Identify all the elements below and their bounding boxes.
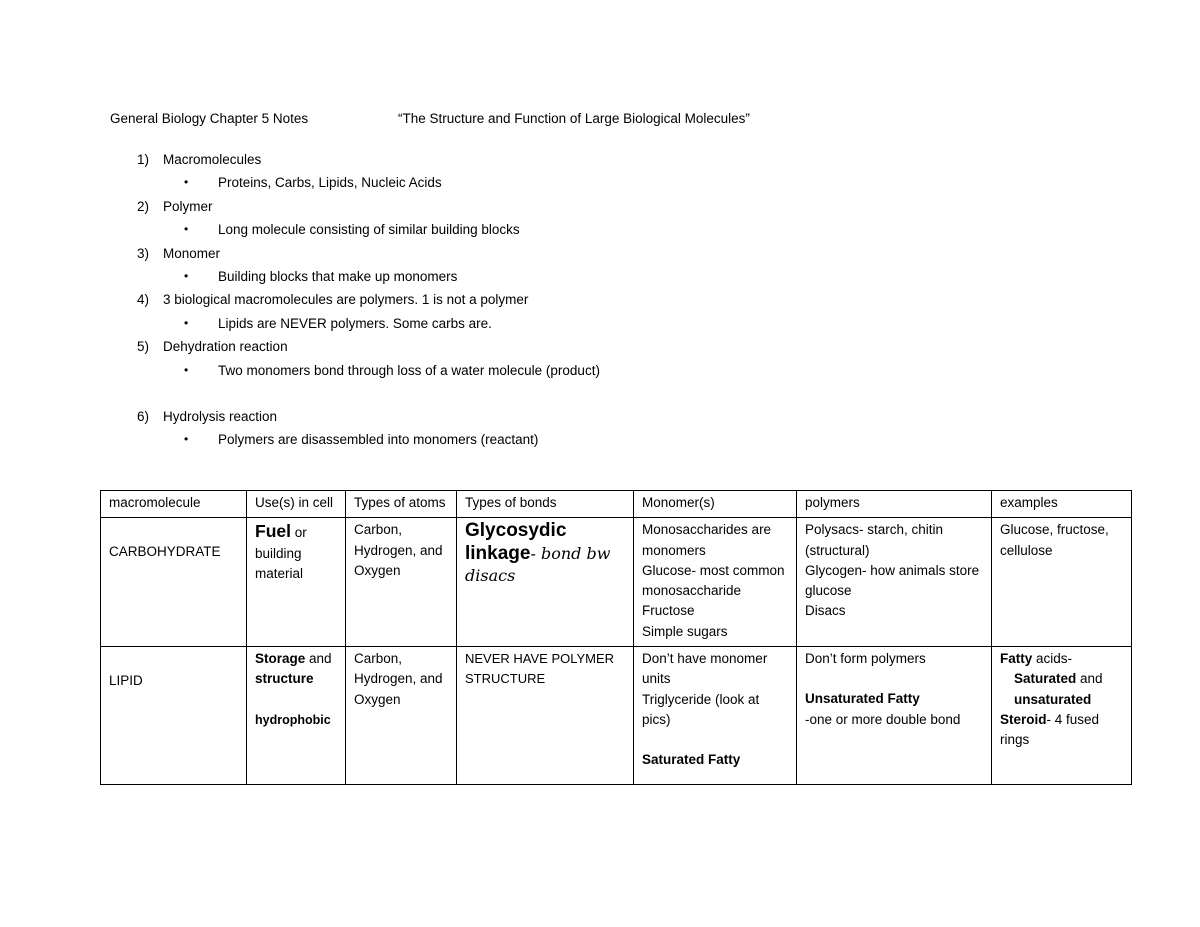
polymers-cell — [797, 647, 992, 785]
use-cell — [247, 647, 346, 785]
bullet-icon: • — [184, 268, 189, 283]
atoms-cell: Carbon, Hydrogen, and Oxygen — [346, 518, 457, 647]
bullet-icon: • — [184, 432, 189, 447]
item-title: 3 biological macromolecules are polymers. 1 is not a polymer — [163, 292, 529, 308]
table-row — [101, 518, 1132, 647]
bullet-text: Two monomers bond through loss of a water molecule (product) — [218, 362, 600, 378]
outline-bullet — [110, 359, 1010, 382]
cell-line: Triglyceride (look at pics) — [642, 691, 760, 727]
ex-bold: Saturated — [1014, 671, 1077, 687]
cell-line: Saturated Fatty — [642, 752, 741, 768]
item-title: Dehydration reaction — [163, 339, 288, 355]
examples-cell: Glucose, fructose, cellulose — [992, 518, 1132, 647]
monomers-cell — [634, 647, 797, 785]
ex-text: acids- — [1032, 651, 1073, 667]
ex-bold: unsaturated — [1014, 691, 1092, 707]
bullet-icon: • — [184, 362, 189, 377]
outline-item — [110, 148, 1010, 171]
spacer — [110, 382, 1010, 405]
item-title: Polymer — [163, 198, 213, 214]
header-cell: Types of bonds — [457, 491, 634, 518]
item-number: 5) — [137, 339, 150, 355]
use-text: and — [305, 651, 332, 667]
cell-line: Monosaccharides are monomers — [642, 522, 772, 558]
use-text: or building material — [255, 525, 307, 581]
item-number: 2) — [137, 198, 150, 214]
bullet-text: Polymers are disassembled into monomers (reactant) — [218, 432, 539, 448]
chapter-title: “The Structure and Function of Large Biological Molecules” — [398, 111, 750, 126]
item-number: 1) — [137, 152, 150, 167]
cell-line: Glycogen- how animals store glucose — [805, 562, 980, 599]
bullet-text: Long molecule consisting of similar building blocks — [218, 222, 520, 238]
header-cell: Types of atoms — [346, 491, 457, 518]
header-cell: polymers — [797, 491, 992, 518]
bullet-icon: • — [184, 175, 189, 190]
use-cell — [247, 518, 346, 647]
bullet-icon: • — [184, 222, 189, 237]
cell-line: Don’t form polymers — [805, 651, 926, 667]
macromolecule-cell: CARBOHYDRATE — [101, 518, 247, 647]
cell-line: Simple sugars — [642, 623, 728, 639]
ex-text: - 4 fused rings — [1000, 711, 1100, 748]
ex-bold: Fatty — [1000, 651, 1033, 667]
header-cell: Use(s) in cell — [247, 491, 346, 518]
ex-text: and — [1076, 671, 1103, 687]
use-bold: hydrophobic — [255, 712, 331, 727]
bullet-icon: • — [184, 315, 189, 330]
bullet-text: Lipids are NEVER polymers. Some carbs are. — [218, 315, 492, 331]
outline-item — [110, 335, 1010, 358]
atoms-cell: Carbon, Hydrogen, and Oxygen — [346, 647, 457, 785]
bonds-cell — [457, 518, 634, 647]
bullet-text: Proteins, Carbs, Lipids, Nucleic Acids — [218, 175, 442, 191]
outline-bullet — [110, 218, 1010, 241]
monomers-cell — [634, 518, 797, 647]
use-bold: Fuel — [255, 521, 291, 542]
outline-bullet — [110, 312, 1010, 335]
bullet-text: Building blocks that make up monomers — [218, 268, 458, 284]
polymers-cell — [797, 518, 992, 647]
notes-outline — [110, 148, 1010, 452]
outline-item — [110, 288, 1010, 311]
table-row — [101, 647, 1132, 785]
cell-line: Unsaturated Fatty — [805, 691, 920, 707]
cell-line: Fructose — [642, 603, 695, 619]
item-title: Monomer — [163, 245, 221, 261]
macromolecule-table — [100, 490, 1132, 785]
header-cell: examples — [992, 491, 1132, 518]
use-bold: structure — [255, 671, 314, 687]
item-title: Macromolecules — [163, 152, 262, 167]
item-number: 3) — [137, 245, 150, 261]
outline-item — [110, 195, 1010, 218]
bond-italic: - bond bw disacs — [465, 543, 611, 585]
cell-line: -one or more double bond — [805, 711, 961, 727]
cell-line: Don’t have monomer units — [642, 651, 768, 687]
cell-line: Disacs — [805, 603, 846, 619]
table-header-row — [101, 491, 1132, 518]
document-header — [110, 111, 1110, 131]
outline-bullet — [110, 428, 1010, 451]
outline-item — [110, 242, 1010, 265]
header-cell: macromolecule — [101, 491, 247, 518]
ex-bold: Steroid — [1000, 711, 1047, 727]
header-cell: Monomer(s) — [634, 491, 797, 518]
cell-line: Polysacs- starch, chitin (structural) — [805, 522, 944, 558]
outline-item — [110, 405, 1010, 428]
bond-bold: Glycosydic linkage — [465, 520, 567, 564]
bonds-cell: NEVER HAVE POLYMER STRUCTURE — [457, 647, 634, 785]
item-number: 6) — [137, 408, 150, 424]
outline-bullet — [110, 265, 1010, 288]
outline-bullet — [110, 171, 1010, 194]
macromolecule-cell: LIPID — [101, 647, 247, 785]
item-title: Hydrolysis reaction — [163, 408, 278, 424]
course-title: General Biology Chapter 5 Notes — [110, 111, 309, 126]
item-number: 4) — [137, 292, 150, 308]
cell-line: Glucose- most common monosaccharide — [642, 562, 785, 599]
use-bold: Storage — [255, 651, 306, 667]
examples-cell — [992, 647, 1132, 785]
